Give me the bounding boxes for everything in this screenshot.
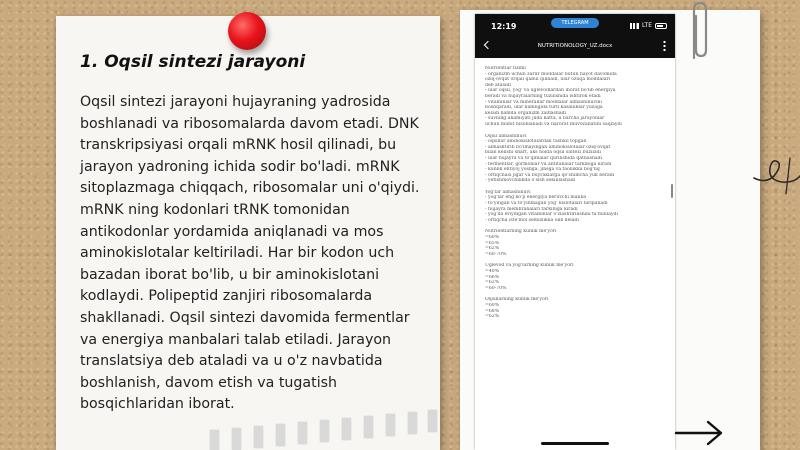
document-line: Oqsil almashinuvi	[485, 133, 527, 139]
status-time: 12:19	[491, 22, 517, 31]
scrollbar-thumb[interactable]	[671, 184, 673, 198]
paper-perforation	[60, 404, 440, 450]
status-indicators	[630, 22, 667, 29]
document-line: =40%	[485, 269, 500, 274]
document-content	[485, 66, 665, 326]
document-paragraph	[485, 297, 665, 319]
paperclip-icon	[686, 0, 712, 64]
document-line: =60-70%	[485, 285, 507, 291]
document-line: Yog'lar almashinuvi	[485, 189, 531, 195]
document-line: Nutrientlarning kunlik me'yori	[485, 229, 557, 235]
document-line: - hujayra membranalari tarkibiga kiradi	[485, 206, 578, 212]
document-title: NUTRITIONOLOGY_UZ.docx	[537, 43, 613, 49]
document-line: Uglevod va yog'larning kunlik me'yori	[485, 263, 574, 269]
battery-icon	[655, 23, 667, 29]
more-menu-icon[interactable]	[663, 40, 666, 52]
document-line: =68%	[485, 308, 500, 314]
document-line: - ortiqchasi jigar va buyraklarga qo'shimcha yuk beradi	[485, 172, 615, 178]
document-line: uchun muhit hisoblanadi va harorat muvozanatini saqlaydi	[485, 121, 622, 127]
document-line: - vitaminlar va minerallar moddalar almashinuvini	[485, 99, 602, 105]
document-line: - ular hujayra va to'qimalar qurilishida qatnashadi	[485, 155, 603, 161]
document-line: - organizm uchun zarur moddalar butun hayot davomida	[485, 71, 617, 77]
document-line: =62%	[485, 280, 500, 286]
document-line: =66%	[485, 274, 500, 280]
document-line: boshqaradi, ular kamligida turli kasalliklar yuzaga	[485, 105, 603, 111]
telegram-return-pill[interactable]: TELEGRAM	[551, 18, 599, 28]
document-paragraph	[485, 229, 665, 257]
document-line: =60%	[485, 235, 500, 241]
document-line: - fermentlar, gormonlar va antitanalar tarkibiga kiradi	[485, 161, 612, 167]
back-icon[interactable]	[484, 41, 492, 49]
document-paragraph	[485, 190, 665, 224]
document-line: - to'yingan va to'yinmagan yog' kislotalari farqlanadi	[485, 201, 608, 207]
network-label: LTE	[642, 22, 652, 29]
document-line: - kunlik ehtiyoj yoshga, jinsga va faollikka bog'liq	[485, 167, 600, 173]
document-line: - suvning ahamiyati juda katta, u barcha jarayonlar	[485, 116, 605, 122]
phone-screenshot	[475, 14, 675, 450]
document-line: =62%	[485, 314, 500, 320]
document-line: - yog'lar eng ko'p energiya beruvchi manba	[485, 195, 587, 201]
arrow-right-icon[interactable]	[672, 418, 726, 448]
document-line: keladi hamda organizm zaiflashadi	[485, 110, 566, 116]
document-line: - yetishmovchilikda o'sish sekinlashadi	[485, 178, 576, 184]
document-line: - ular oqsil, yog' va uglevodlardan iborat bo'lib energiya	[485, 88, 616, 94]
document-line: - almashtirib bo'lmaydigan aminokislotalar oziq-ovqat	[485, 144, 611, 150]
document-line: bilan kelishi shart, aks holda oqsil sintezi buziladi	[485, 150, 601, 156]
document-line: deb ataladi	[485, 82, 512, 88]
phone-header	[475, 14, 675, 58]
document-line: - ortiqcha iste'mol semizlikka olib keladi	[485, 217, 579, 223]
slide-body-text: Oqsil sintezi jarayoni hujayraning yadrosida boshlanadi va ribosomalarda davom etadi. DNK transkripsiyasi orqali mRNK hosil qilinadi, bu jarayon yadroning ichida sodir bo'ladi. mRNK sitoplazmaga chiqqach, ribosomalar uni o'qiydi. mRNK ning kodonlari tRNK tomonidan antikodonlar yordamida aniqlanadi va mos aminokislotalar keltiriladi. Har bir kodon uch bazadan iborat bo'lib, u bir aminokislotani kodlaydi. Polipeptid zanjiri ribosomalarda shakllanadi. Oqsil sintezi davomida fermentlar va energiya manbalari talab etiladi. Jarayon translatsiya deb ataladi va u o'z navbatida boshlanish, davom etish va tugatish bosqichlaridan iborat.	[80, 94, 420, 413]
document-line: oziq-ovqat orqali qabul qilinadi, ular ozuqa moddalari	[485, 77, 611, 83]
loop-swirl-icon	[752, 150, 800, 210]
document-line: - oqsillar aminokislotalardan tashkil topgan	[485, 139, 587, 145]
document-line: =65%	[485, 240, 500, 246]
document-line: Nutrientlar tizimi	[485, 66, 526, 71]
document-paragraph	[485, 66, 665, 128]
slide-title: 1. Oqsil sintezi jarayoni	[80, 52, 306, 72]
document-line: =60%	[485, 302, 500, 308]
document-paragraph	[485, 263, 665, 291]
document-paragraph	[485, 134, 665, 184]
document-line: =60-70%	[485, 251, 507, 257]
document-line: - yog'da eriydigan vitaminlar o'zlashtirilishini ta'minlaydi	[485, 212, 618, 218]
signal-icon	[630, 23, 639, 29]
document-line: beradi va hujayralarning tuzilishida ishtirok etadi	[485, 93, 601, 99]
document-line: Oqsillarning kunlik me'yori	[485, 297, 549, 303]
home-indicator[interactable]	[541, 442, 609, 445]
document-line: =62%	[485, 246, 500, 252]
pushpin-icon	[228, 12, 266, 50]
